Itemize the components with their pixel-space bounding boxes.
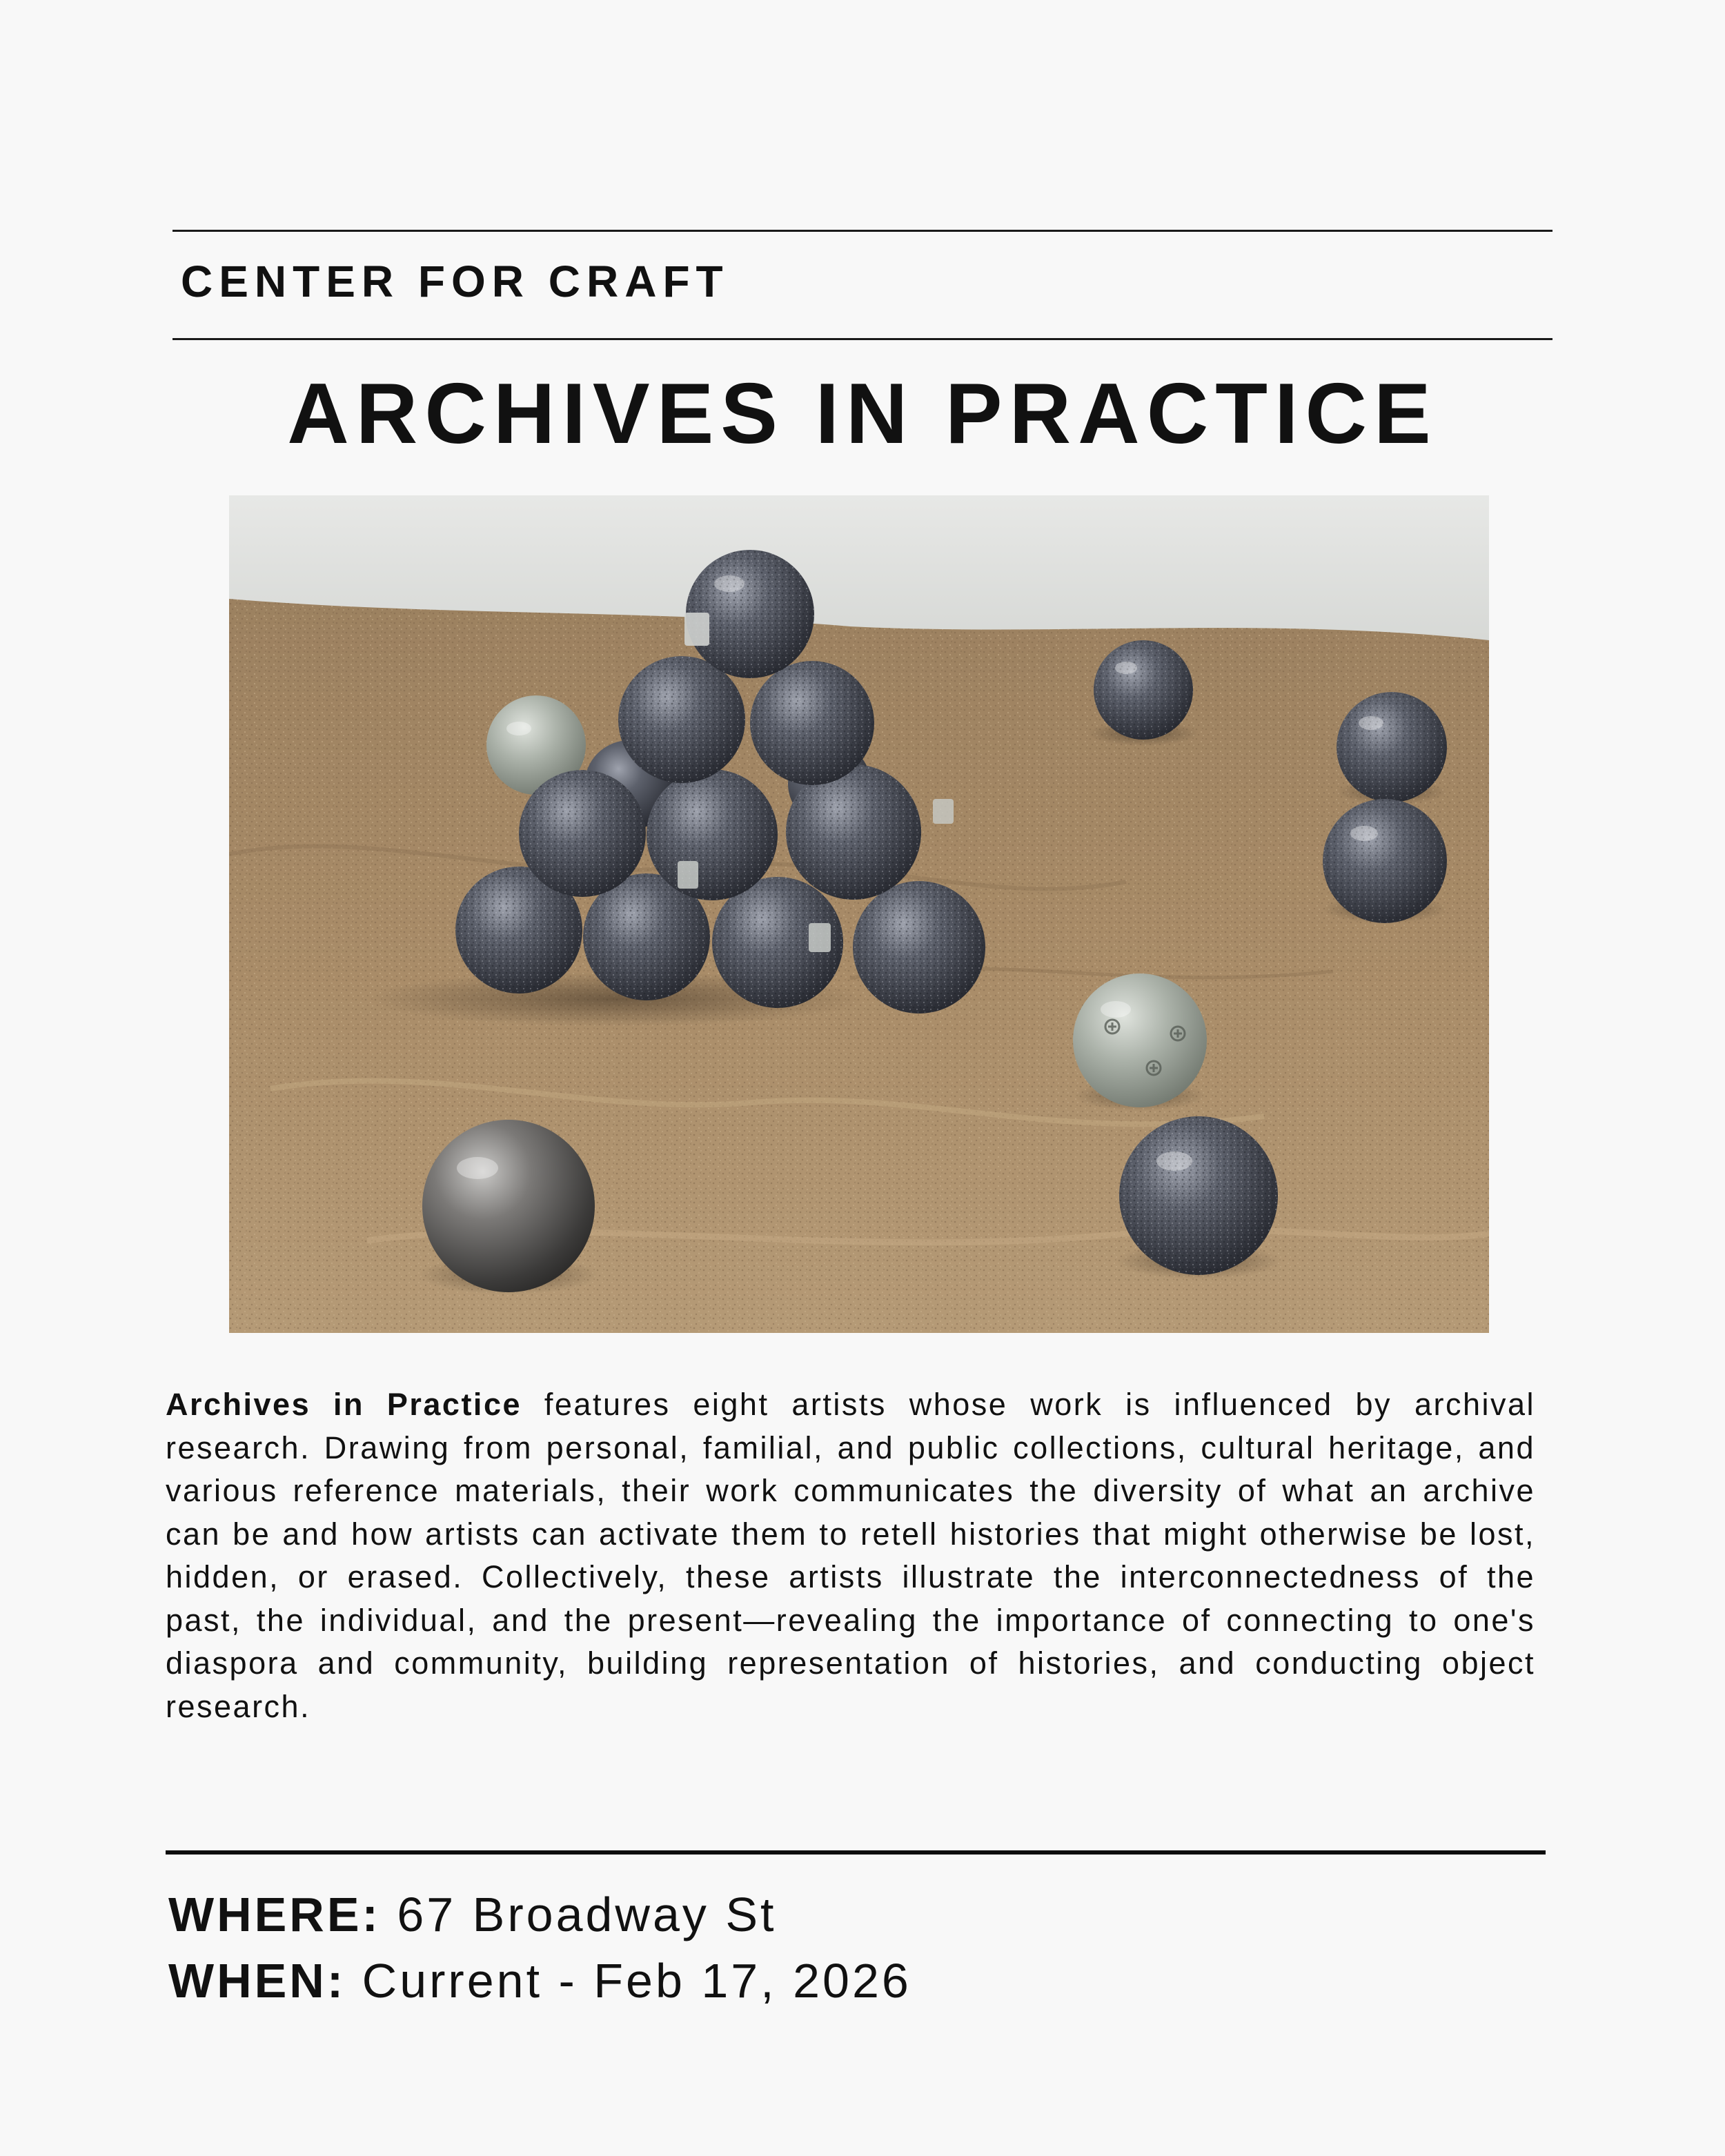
- exhibit-title: ARCHIVES IN PRACTICE: [287, 366, 1438, 462]
- header-divider: [172, 338, 1552, 340]
- top-divider: [172, 230, 1552, 232]
- when-value: Current - Feb 17, 2026: [346, 1954, 911, 2008]
- where-label: WHERE:: [168, 1888, 381, 1941]
- description-body: features eight artists whose work is influenced by archival research. Drawing from personal, familial, and public collections, cultural heritage, and various reference materials, their work communicates the diversity of what an archive can be and how artists can activate them to retell histories that might otherwise be lost, hidden, or erased. Collectively, these artists illustrate the interconnectedness of the past, the individual, and the present—revealing the importance of connecting to one's diaspora and community, building representation of histories, and conducting object research.: [166, 1387, 1535, 1724]
- where-value: 67 Broadway St: [380, 1888, 777, 1941]
- exhibit-description: [166, 1383, 1535, 1728]
- exhibition-photo: [229, 495, 1489, 1333]
- where-line: [168, 1883, 777, 1946]
- when-line: [168, 1950, 911, 2012]
- description-lead: Archives in Practice: [166, 1387, 522, 1422]
- when-label: WHEN:: [168, 1954, 346, 2008]
- details-divider: [166, 1850, 1546, 1855]
- org-name: CENTER FOR CRAFT: [181, 257, 729, 306]
